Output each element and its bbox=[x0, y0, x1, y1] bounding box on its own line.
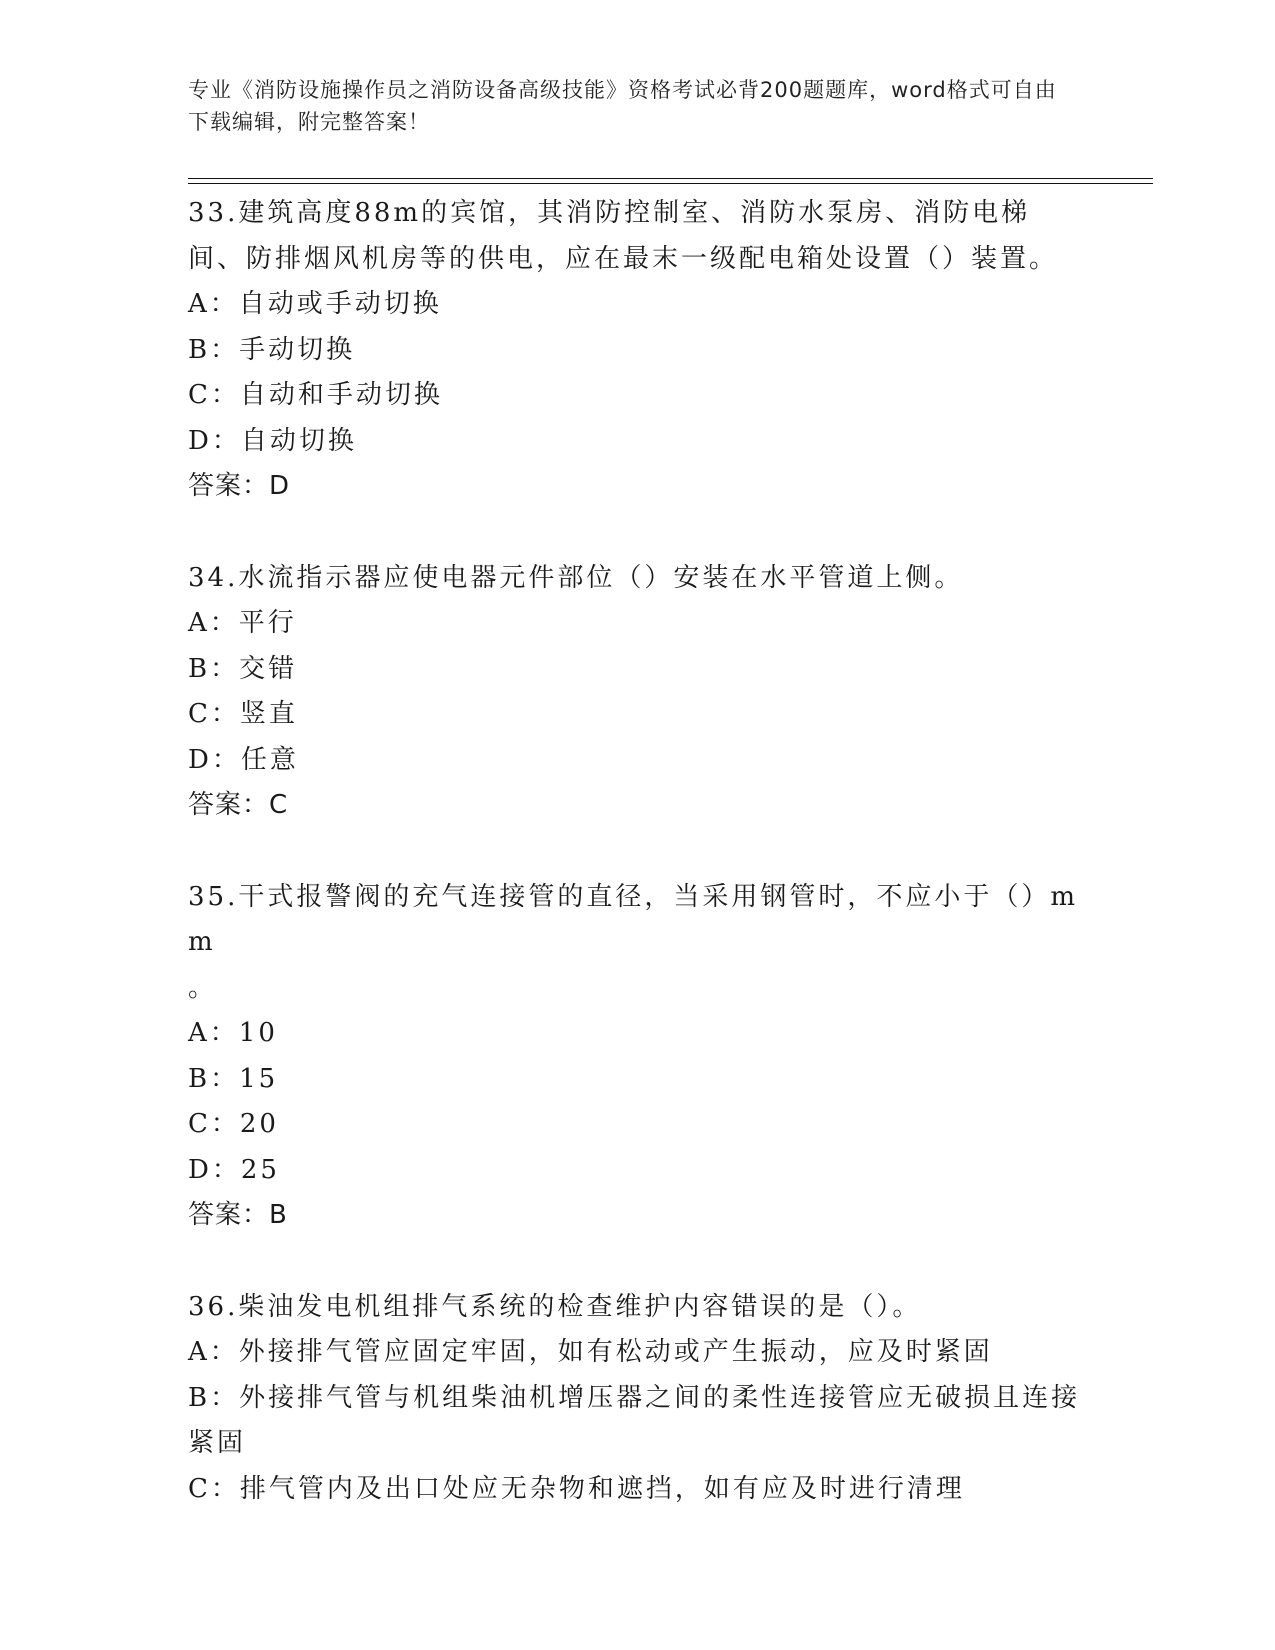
question-stem: 33.建筑高度88m的宾馆，其消防控制室、消防水泵房、消防电梯间、防排烟风机房等的供电，应在最末一级配电箱处设置（）装置。 bbox=[188, 198, 1059, 274]
option-b: B：手动切换 bbox=[188, 334, 356, 365]
option-a: A：10 bbox=[188, 1018, 278, 1048]
option-d: D：任意 bbox=[188, 744, 299, 775]
header-rule-bottom bbox=[188, 183, 1153, 184]
question-34 bbox=[188, 556, 1088, 829]
option-d: D：自动切换 bbox=[188, 425, 357, 456]
question-stem-continuation: 。 bbox=[188, 972, 218, 1003]
document-header: 专业《消防设施操作员之消防设备高级技能》资格考试必背200题题库，word格式可自由下载编辑，附完整答案！ bbox=[188, 78, 1057, 134]
question-stem: 34.水流指示器应使电器元件部位（）安装在水平管道上侧。 bbox=[188, 562, 964, 593]
question-33 bbox=[188, 191, 1088, 510]
option-c: C：20 bbox=[188, 1109, 279, 1139]
answer-label: 答案：B bbox=[188, 1200, 288, 1230]
option-b: B：15 bbox=[188, 1063, 279, 1094]
question-stem: 35.干式报警阀的充气连接管的直径，当采用钢管时，不应小于（）mm bbox=[188, 881, 1079, 957]
answer-label: 答案：D bbox=[188, 471, 291, 501]
option-a: A：平行 bbox=[188, 608, 297, 638]
option-d: D：25 bbox=[188, 1154, 280, 1185]
answer-label: 答案：C bbox=[188, 790, 289, 820]
option-c: C：竖直 bbox=[188, 699, 298, 729]
option-a: A：自动或手动切换 bbox=[188, 289, 442, 319]
question-35 bbox=[188, 875, 1088, 1239]
header-rule-top bbox=[188, 178, 1153, 179]
option-c: C：自动和手动切换 bbox=[188, 380, 443, 410]
question-36 bbox=[188, 1285, 1088, 1513]
option-b: B：交错 bbox=[188, 653, 298, 684]
question-stem: 36.柴油发电机组排气系统的检查维护内容错误的是（）。 bbox=[188, 1291, 922, 1322]
option-b: B：外接排气管与机组柴油机增压器之间的柔性连接管应无破损且连接紧固 bbox=[188, 1382, 1081, 1458]
option-a: A：外接排气管应固定牢固，如有松动或产生振动，应及时紧固 bbox=[188, 1337, 993, 1367]
option-c: C：排气管内及出口处应无杂物和遮挡，如有应及时进行清理 bbox=[188, 1473, 965, 1504]
question-list bbox=[188, 191, 1088, 1558]
